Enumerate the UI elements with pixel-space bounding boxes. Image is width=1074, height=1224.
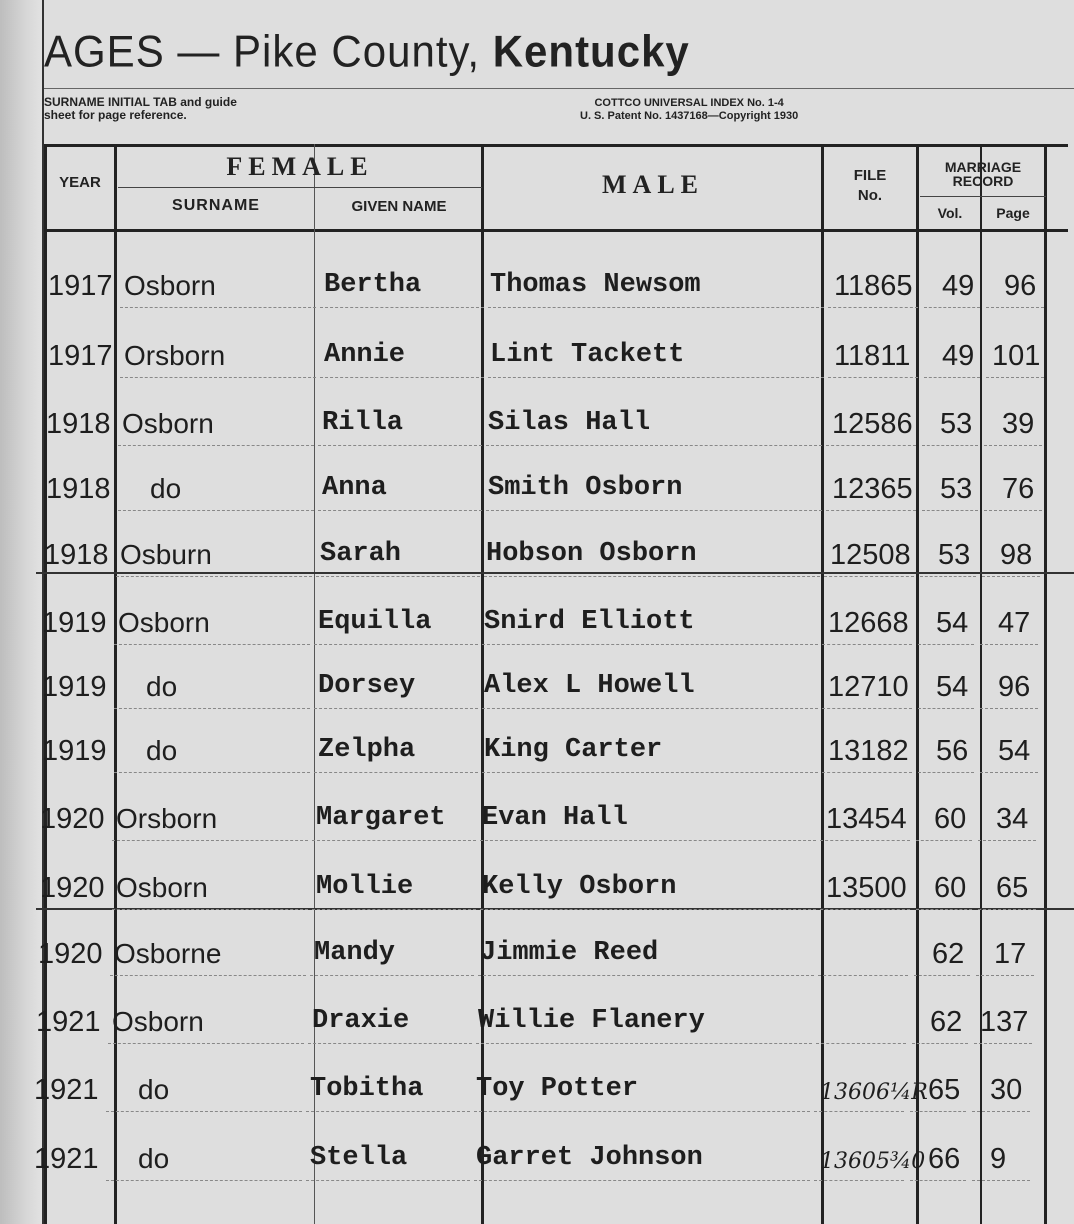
year-cell: 1921: [34, 1074, 99, 1106]
vol-cell: 54: [936, 607, 969, 639]
entry-guide-line: [924, 376, 980, 378]
table-row: [0, 735, 1074, 799]
page-cell: 98: [1000, 539, 1033, 571]
entry-guide-line: [108, 1042, 304, 1044]
given-name-cell: Tobitha: [310, 1074, 424, 1104]
entry-guide-line: [924, 306, 980, 308]
header-file-line-2: No.: [857, 187, 883, 204]
male-cell: Jimmie Reed: [480, 938, 659, 968]
male-cell: Lint Tackett: [490, 340, 685, 370]
given-name-cell: Mandy: [314, 938, 396, 968]
table-row: [0, 408, 1074, 472]
page-cell: 137: [980, 1006, 1029, 1038]
table-row: [0, 671, 1074, 735]
header-surname: SURNAME: [172, 197, 260, 214]
entry-guide-line: [816, 1042, 906, 1044]
table-row: [0, 1074, 1074, 1138]
entry-guide-line: [918, 707, 974, 709]
male-cell: King Carter: [484, 735, 663, 765]
entry-guide-line: [828, 376, 918, 378]
entry-guide-line: [922, 509, 978, 511]
page-cell: 47: [998, 607, 1031, 639]
file-no-cell: 13454: [826, 803, 907, 835]
header-year: YEAR: [59, 174, 101, 191]
table-row: [0, 872, 1074, 936]
vol-cell: 60: [934, 803, 967, 835]
entry-guide-line: [480, 908, 816, 910]
header-bottom-rule: [44, 229, 1068, 232]
page-cell: 54: [998, 735, 1031, 767]
given-name-cell: Annie: [324, 340, 406, 370]
entry-guide-line: [820, 908, 910, 910]
given-name-cell: Anna: [322, 473, 387, 503]
year-cell: 1918: [46, 408, 111, 440]
entry-guide-line: [482, 643, 818, 645]
file-no-cell: 11865: [834, 270, 913, 302]
entry-guide-line: [822, 771, 912, 773]
surname-cell: Osborne: [114, 938, 222, 969]
file-no-cell: 12508: [830, 539, 911, 571]
year-cell: 1921: [34, 1143, 99, 1175]
title-rule: [44, 88, 1074, 89]
year-cell: 1919: [42, 735, 107, 767]
entry-guide-line: [114, 771, 310, 773]
entry-guide-line: [316, 575, 480, 577]
entry-guide-line: [488, 306, 824, 308]
entry-guide-line: [920, 575, 976, 577]
entry-guide-line: [116, 575, 312, 577]
entry-guide-line: [110, 974, 306, 976]
entry-guide-line: [984, 444, 1042, 446]
given-name-cell: Equilla: [318, 607, 432, 637]
vol-cell: 49: [942, 270, 975, 302]
year-cell: 1919: [42, 607, 107, 639]
entry-guide-line: [106, 1179, 302, 1181]
surname-cell: do: [138, 1143, 170, 1174]
entry-guide-line: [486, 509, 822, 511]
header-male: MALE: [602, 170, 704, 199]
entry-guide-line: [826, 444, 916, 446]
entry-guide-line: [306, 1179, 470, 1181]
male-cell: Willie Flanery: [478, 1006, 705, 1036]
header-female: FEMALE: [226, 152, 374, 181]
year-cell: 1920: [38, 938, 103, 970]
header-vol: Vol.: [937, 205, 963, 221]
header-file-no: [824, 166, 916, 206]
given-name-cell: Bertha: [324, 270, 422, 300]
header-given-name: GIVEN NAME: [351, 198, 447, 215]
entry-guide-line: [820, 839, 910, 841]
instruction-text: [44, 96, 237, 122]
surname-cell: Osborn: [124, 270, 216, 301]
year-cell: 1921: [36, 1006, 101, 1038]
entry-guide-line: [312, 908, 476, 910]
entry-guide-line: [824, 575, 914, 577]
file-no-cell: 13605¾0: [820, 1149, 926, 1174]
given-name-cell: Dorsey: [318, 671, 416, 701]
male-cell: Hobson Osborn: [486, 539, 697, 569]
entry-guide-line: [910, 1179, 966, 1181]
male-cell: Silas Hall: [488, 408, 651, 438]
entry-guide-line: [112, 908, 308, 910]
entry-guide-line: [120, 376, 316, 378]
index-patent-text: [580, 97, 798, 123]
file-no-cell: 13606¼R: [820, 1080, 928, 1105]
entry-guide-line: [976, 974, 1034, 976]
entry-guide-line: [980, 643, 1038, 645]
vol-cell: 53: [938, 539, 971, 571]
file-no-cell: 12586: [832, 408, 913, 440]
page-cell: 30: [990, 1074, 1023, 1106]
surname-cell: Osburn: [120, 539, 212, 570]
entry-guide-line: [308, 1042, 472, 1044]
entry-guide-line: [972, 1179, 1030, 1181]
table-row: [0, 473, 1074, 537]
table-row: [0, 607, 1074, 671]
table-row: [0, 340, 1074, 404]
male-cell: Thomas Newsom: [490, 270, 701, 300]
page-cell: 101: [992, 340, 1041, 372]
entry-guide-line: [318, 444, 482, 446]
year-cell: 1918: [46, 473, 111, 505]
male-cell: Alex L Howell: [484, 671, 695, 701]
entry-guide-line: [476, 1042, 812, 1044]
surname-cell: Osborn: [116, 872, 208, 903]
male-cell: Kelly Osborn: [482, 872, 677, 902]
file-no-cell: 13182: [828, 735, 909, 767]
vol-cell: 54: [936, 671, 969, 703]
vol-cell: 66: [928, 1143, 961, 1175]
entry-guide-line: [918, 643, 974, 645]
entry-guide-line: [978, 839, 1036, 841]
marriage-header-rule: [920, 196, 1046, 197]
vol-cell: 53: [940, 473, 973, 505]
entry-guide-line: [814, 1110, 904, 1112]
entry-guide-line: [978, 908, 1036, 910]
instruction-line-1: SURNAME INITIAL TAB and guide: [44, 95, 237, 109]
entry-guide-line: [982, 575, 1040, 577]
vol-cell: 62: [930, 1006, 963, 1038]
entry-guide-line: [916, 839, 972, 841]
entry-guide-line: [822, 643, 912, 645]
given-name-cell: Draxie: [312, 1006, 410, 1036]
male-cell: Snird Elliott: [484, 607, 695, 637]
vol-cell: 49: [942, 340, 975, 372]
header-top-rule: [44, 144, 1068, 147]
title-prefix: AGES — Pike County,: [44, 26, 493, 77]
given-name-cell: Mollie: [316, 872, 414, 902]
entry-guide-line: [980, 707, 1038, 709]
entry-guide-line: [320, 376, 484, 378]
header-marriage-line-1: MARRIAGE: [944, 159, 1022, 175]
entry-guide-line: [480, 839, 816, 841]
table-row: [0, 938, 1074, 1002]
entry-guide-line: [320, 306, 484, 308]
title-state: Kentucky: [492, 26, 690, 77]
surname-cell: Orsborn: [116, 803, 218, 834]
page-cell: 65: [996, 872, 1029, 904]
year-cell: 1920: [40, 803, 105, 835]
page-cell: 9: [990, 1143, 1007, 1175]
male-cell: Evan Hall: [482, 803, 628, 833]
male-cell: Garret Johnson: [476, 1143, 703, 1173]
file-no-cell: 12668: [828, 607, 909, 639]
surname-cell: do: [146, 671, 178, 702]
entry-guide-line: [118, 509, 314, 511]
surname-cell: Osborn: [112, 1006, 204, 1037]
given-name-cell: Zelpha: [318, 735, 416, 765]
entry-guide-line: [986, 376, 1044, 378]
entry-guide-line: [818, 974, 908, 976]
surname-cell: do: [150, 473, 182, 504]
entry-guide-line: [488, 376, 824, 378]
entry-guide-line: [984, 509, 1042, 511]
table-row: [0, 270, 1074, 334]
entry-guide-line: [482, 771, 818, 773]
page-cell: 96: [998, 671, 1031, 703]
entry-guide-line: [910, 1110, 966, 1112]
index-line-1: COTTCO UNIVERSAL INDEX No. 1-4: [594, 97, 784, 109]
vol-cell: 60: [934, 872, 967, 904]
page-cell: 76: [1002, 473, 1035, 505]
given-name-cell: Stella: [310, 1143, 408, 1173]
entry-guide-line: [318, 509, 482, 511]
entry-guide-line: [486, 444, 822, 446]
entry-guide-line: [912, 1042, 968, 1044]
entry-guide-line: [974, 1042, 1032, 1044]
entry-guide-line: [986, 306, 1044, 308]
male-cell: Smith Osborn: [488, 473, 683, 503]
page-cell: 34: [996, 803, 1029, 835]
instruction-line-2: sheet for page reference.: [44, 108, 187, 122]
surname-cell: do: [146, 735, 178, 766]
header-marriage-line-2: RECORD: [952, 173, 1014, 189]
entry-guide-line: [120, 306, 316, 308]
entry-guide-line: [306, 1110, 470, 1112]
file-no-cell: 11811: [834, 340, 911, 372]
entry-guide-line: [114, 707, 310, 709]
entry-guide-line: [980, 771, 1038, 773]
entry-guide-line: [484, 575, 820, 577]
entry-guide-line: [826, 509, 916, 511]
year-cell: 1917: [48, 270, 113, 302]
page-cell: 39: [1002, 408, 1035, 440]
surname-cell: Orsborn: [124, 340, 226, 371]
surname-cell: Osborn: [122, 408, 214, 439]
entry-guide-line: [916, 908, 972, 910]
given-name-cell: Rilla: [322, 408, 404, 438]
entry-guide-line: [828, 306, 918, 308]
entry-guide-line: [114, 643, 310, 645]
entry-guide-line: [112, 839, 308, 841]
entry-guide-line: [314, 771, 478, 773]
page-title: [44, 27, 690, 77]
entry-guide-line: [474, 1110, 810, 1112]
year-cell: 1918: [44, 539, 109, 571]
year-cell: 1920: [40, 872, 105, 904]
entry-guide-line: [310, 974, 474, 976]
male-cell: Toy Potter: [476, 1074, 639, 1104]
entry-guide-line: [922, 444, 978, 446]
entry-guide-line: [314, 643, 478, 645]
table-row: [0, 539, 1074, 603]
file-no-cell: 12365: [832, 473, 913, 505]
page-cell: 17: [994, 938, 1027, 970]
given-name-cell: Sarah: [320, 539, 402, 569]
table-row: [0, 1143, 1074, 1207]
entry-guide-line: [482, 707, 818, 709]
header-file-line-1: FILE: [853, 167, 887, 184]
entry-guide-line: [314, 707, 478, 709]
given-name-cell: Margaret: [316, 803, 446, 833]
table-row: [0, 803, 1074, 867]
file-no-cell: 13500: [826, 872, 907, 904]
file-no-cell: 12710: [828, 671, 909, 703]
entry-guide-line: [918, 771, 974, 773]
entry-guide-line: [914, 974, 970, 976]
header-marriage-record: [920, 160, 1046, 188]
page-cell: 96: [1004, 270, 1037, 302]
surname-cell: do: [138, 1074, 170, 1105]
vol-cell: 65: [928, 1074, 961, 1106]
entry-guide-line: [814, 1179, 904, 1181]
year-cell: 1919: [42, 671, 107, 703]
entry-guide-line: [118, 444, 314, 446]
vol-cell: 56: [936, 735, 969, 767]
entry-guide-line: [474, 1179, 810, 1181]
entry-guide-line: [822, 707, 912, 709]
index-line-2: U. S. Patent No. 1437168—Copyright 1930: [580, 110, 799, 122]
entry-guide-line: [972, 1110, 1030, 1112]
entry-guide-line: [312, 839, 476, 841]
entry-guide-line: [478, 974, 814, 976]
year-cell: 1917: [48, 340, 113, 372]
entry-guide-line: [106, 1110, 302, 1112]
surname-cell: Osborn: [118, 607, 210, 638]
female-header-rule: [118, 187, 482, 188]
header-page: Page: [996, 205, 1030, 221]
vol-cell: 62: [932, 938, 965, 970]
table-row: [0, 1006, 1074, 1070]
vol-cell: 53: [940, 408, 973, 440]
